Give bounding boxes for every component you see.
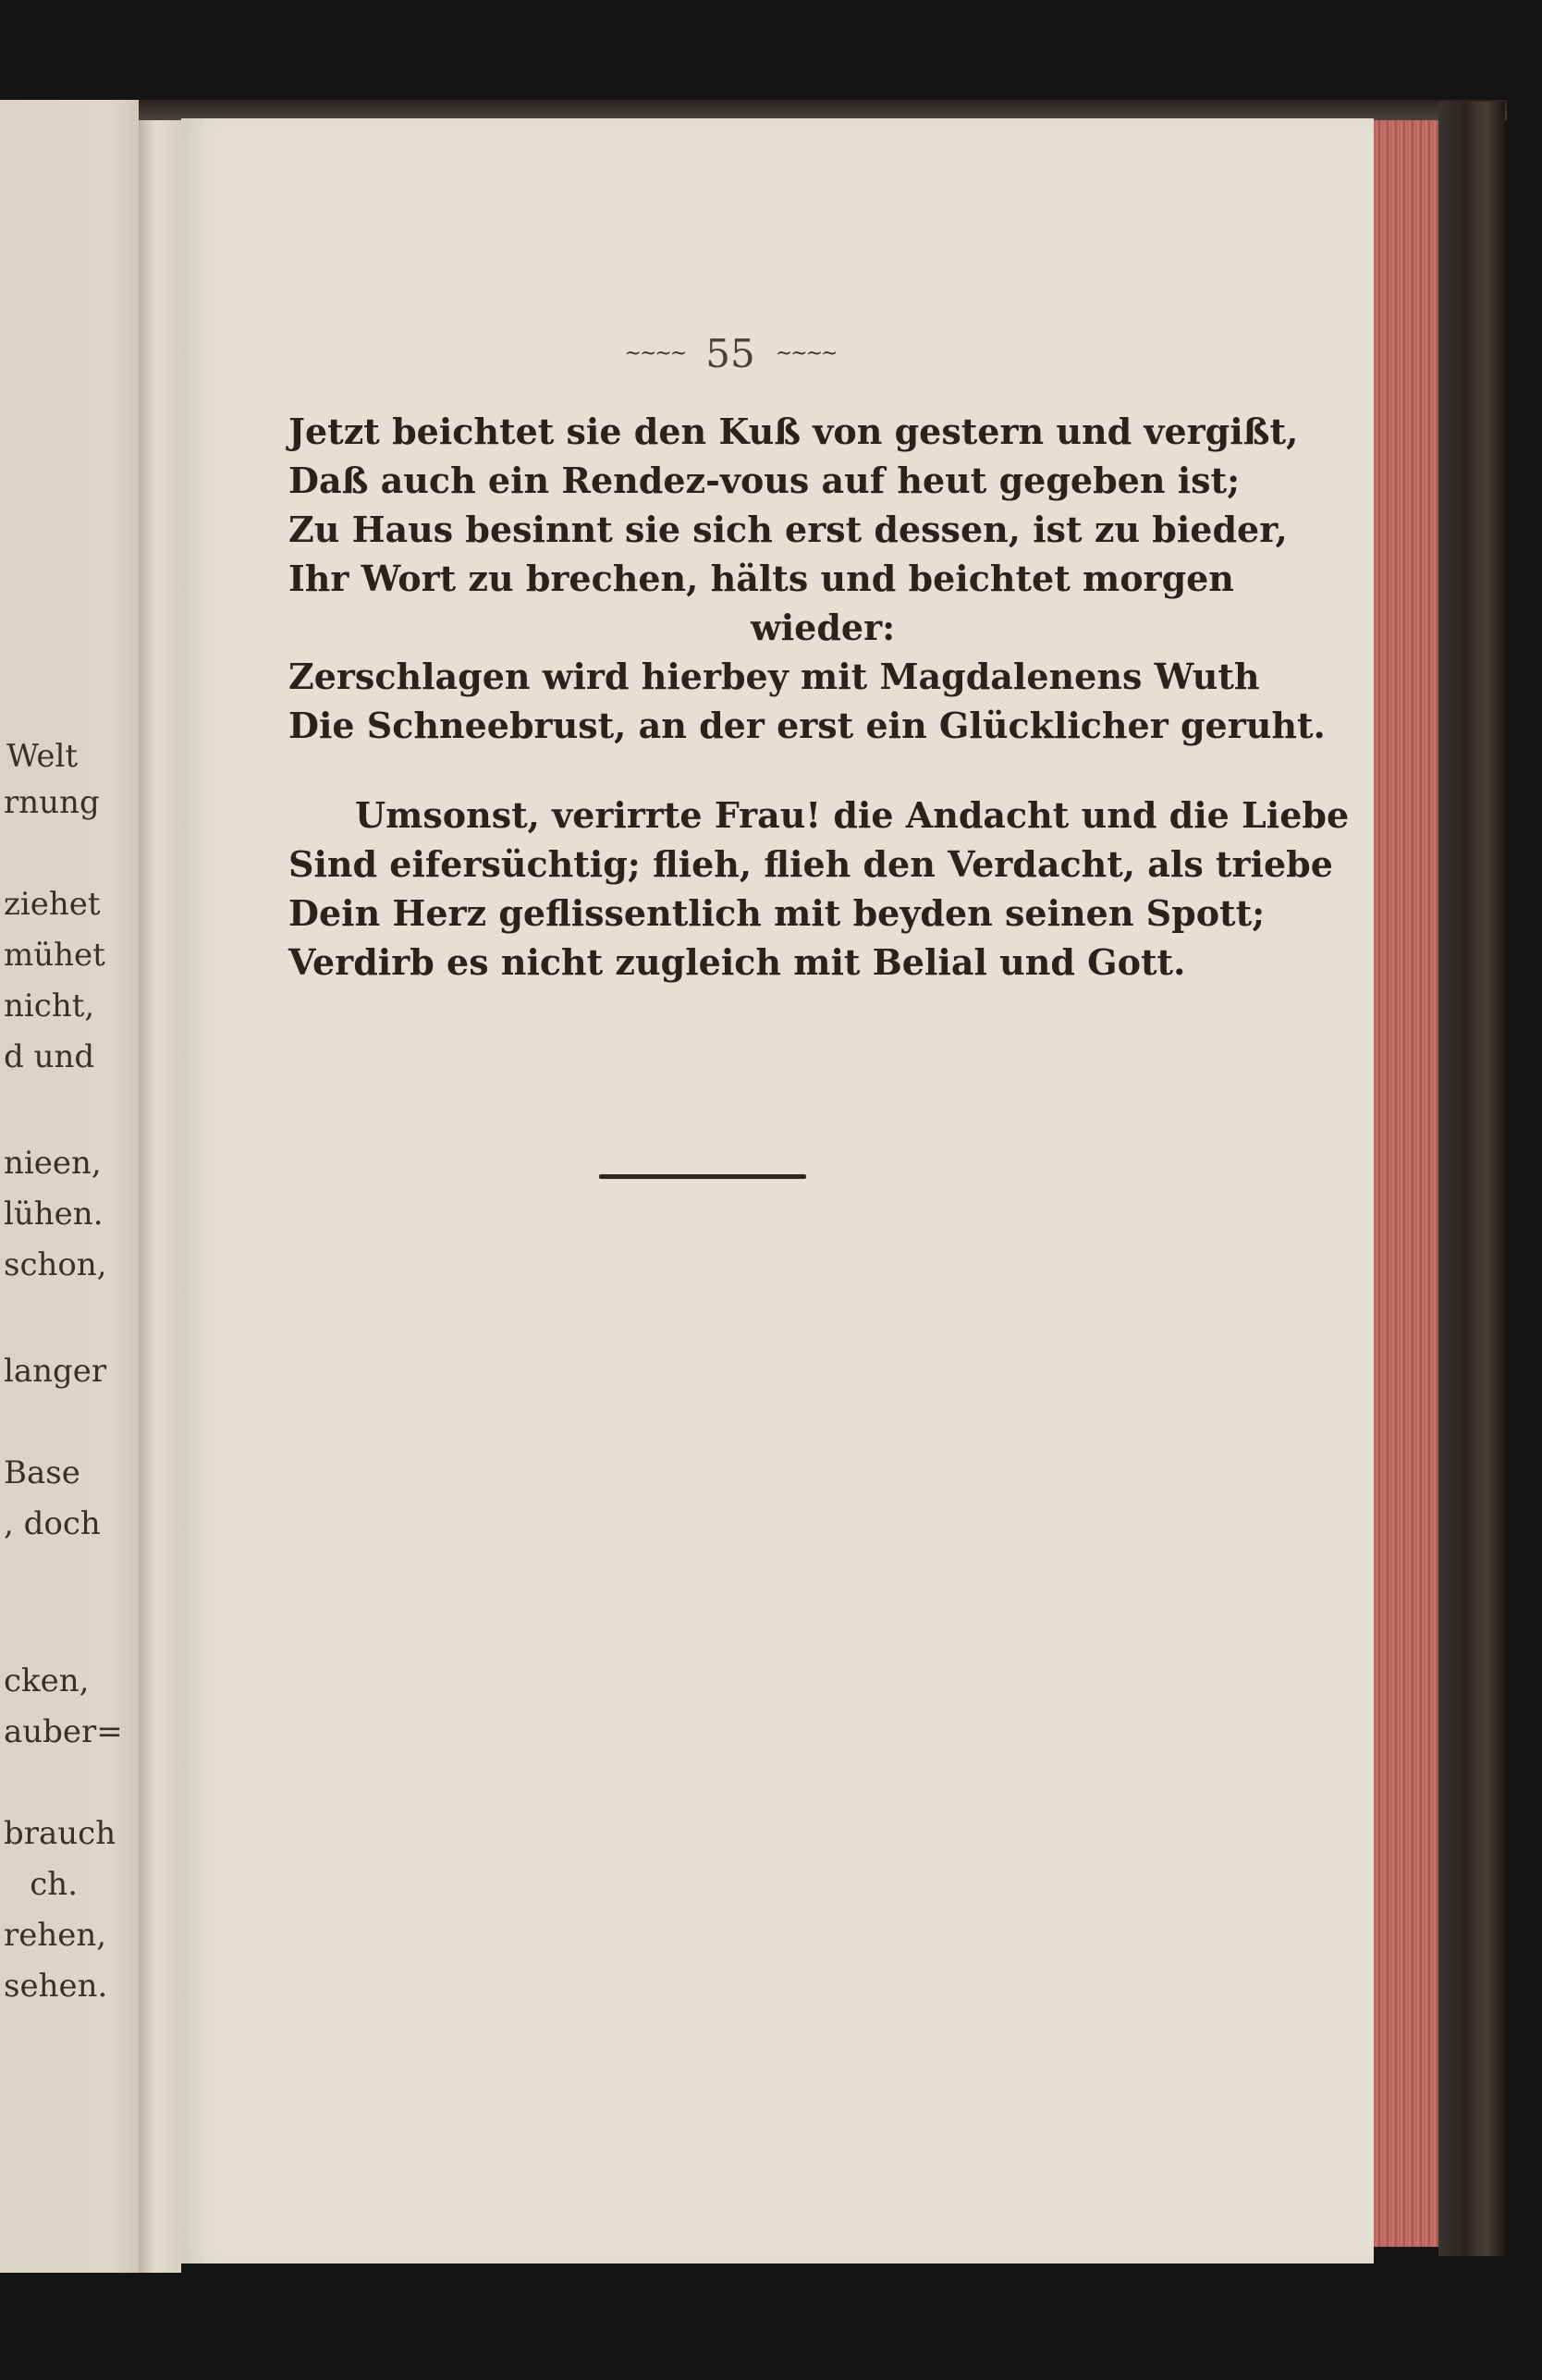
left-fragment: brauch	[4, 1815, 116, 1852]
left-fragment: d und	[4, 1038, 95, 1075]
left-fragment: ziehet	[4, 886, 101, 923]
left-fragment: lühen.	[4, 1196, 104, 1233]
page-fore-edge	[1374, 120, 1438, 2247]
left-fragment: sehen.	[4, 1968, 108, 2005]
page-number: 55	[705, 330, 755, 376]
left-fragment: schon,	[4, 1246, 107, 1283]
left-fragment: langer	[4, 1353, 107, 1390]
ornament-right: ~~~~	[775, 341, 837, 365]
page-header	[592, 325, 869, 381]
left-fragment: mühet	[4, 937, 105, 974]
poem-line: Die Schneebrust, an der erst ein Glücklicher geruht.	[288, 705, 1326, 746]
left-fragment: nicht,	[4, 988, 95, 1024]
book-top-edge	[139, 100, 1507, 120]
poem-line: Umsonst, verirrte Frau! die Andacht und die Liebe	[355, 794, 1350, 836]
book-cover-edge	[1438, 102, 1505, 2256]
left-page	[0, 100, 155, 2273]
left-fragment: Welt	[6, 738, 78, 775]
poem-line: Sind eifersüchtig; flieh, flieh den Verdacht, als triebe	[288, 843, 1333, 885]
poem-line-continuation: wieder:	[751, 607, 896, 648]
poem-line: Ihr Wort zu brechen, hälts und beichtet morgen	[288, 558, 1234, 599]
left-fragment: ch.	[30, 1866, 78, 1903]
poem-line: Zu Haus besinnt sie sich erst dessen, ist zu bieder,	[288, 509, 1288, 550]
left-fragment: , doch	[4, 1505, 101, 1542]
poem-line: Jetzt beichtet sie den Kuß von gestern und vergißt,	[288, 411, 1299, 452]
left-fragment: Base	[4, 1454, 80, 1491]
poem-line: Daß auch ein Rendez-vous auf heut gegeben ist;	[288, 460, 1241, 501]
left-fragment: rehen,	[4, 1917, 107, 1954]
end-rule	[599, 1174, 806, 1179]
gutter	[139, 100, 181, 2273]
poem-body	[288, 407, 1350, 987]
poem-line: Verdirb es nicht zugleich mit Belial und Gott.	[288, 941, 1186, 983]
left-page-fragments	[0, 100, 155, 2273]
ornament-left: ~~~~	[624, 341, 686, 365]
left-fragment: nieen,	[4, 1145, 102, 1182]
left-fragment: cken,	[4, 1662, 90, 1699]
left-fragment: auber=	[4, 1713, 123, 1750]
poem-line: Dein Herz geflissentlich mit beyden seinen Spott;	[288, 892, 1266, 934]
poem-line: Zerschlagen wird hierbey mit Magdalenens Wuth	[288, 656, 1260, 697]
left-fragment: rnung	[4, 784, 100, 821]
